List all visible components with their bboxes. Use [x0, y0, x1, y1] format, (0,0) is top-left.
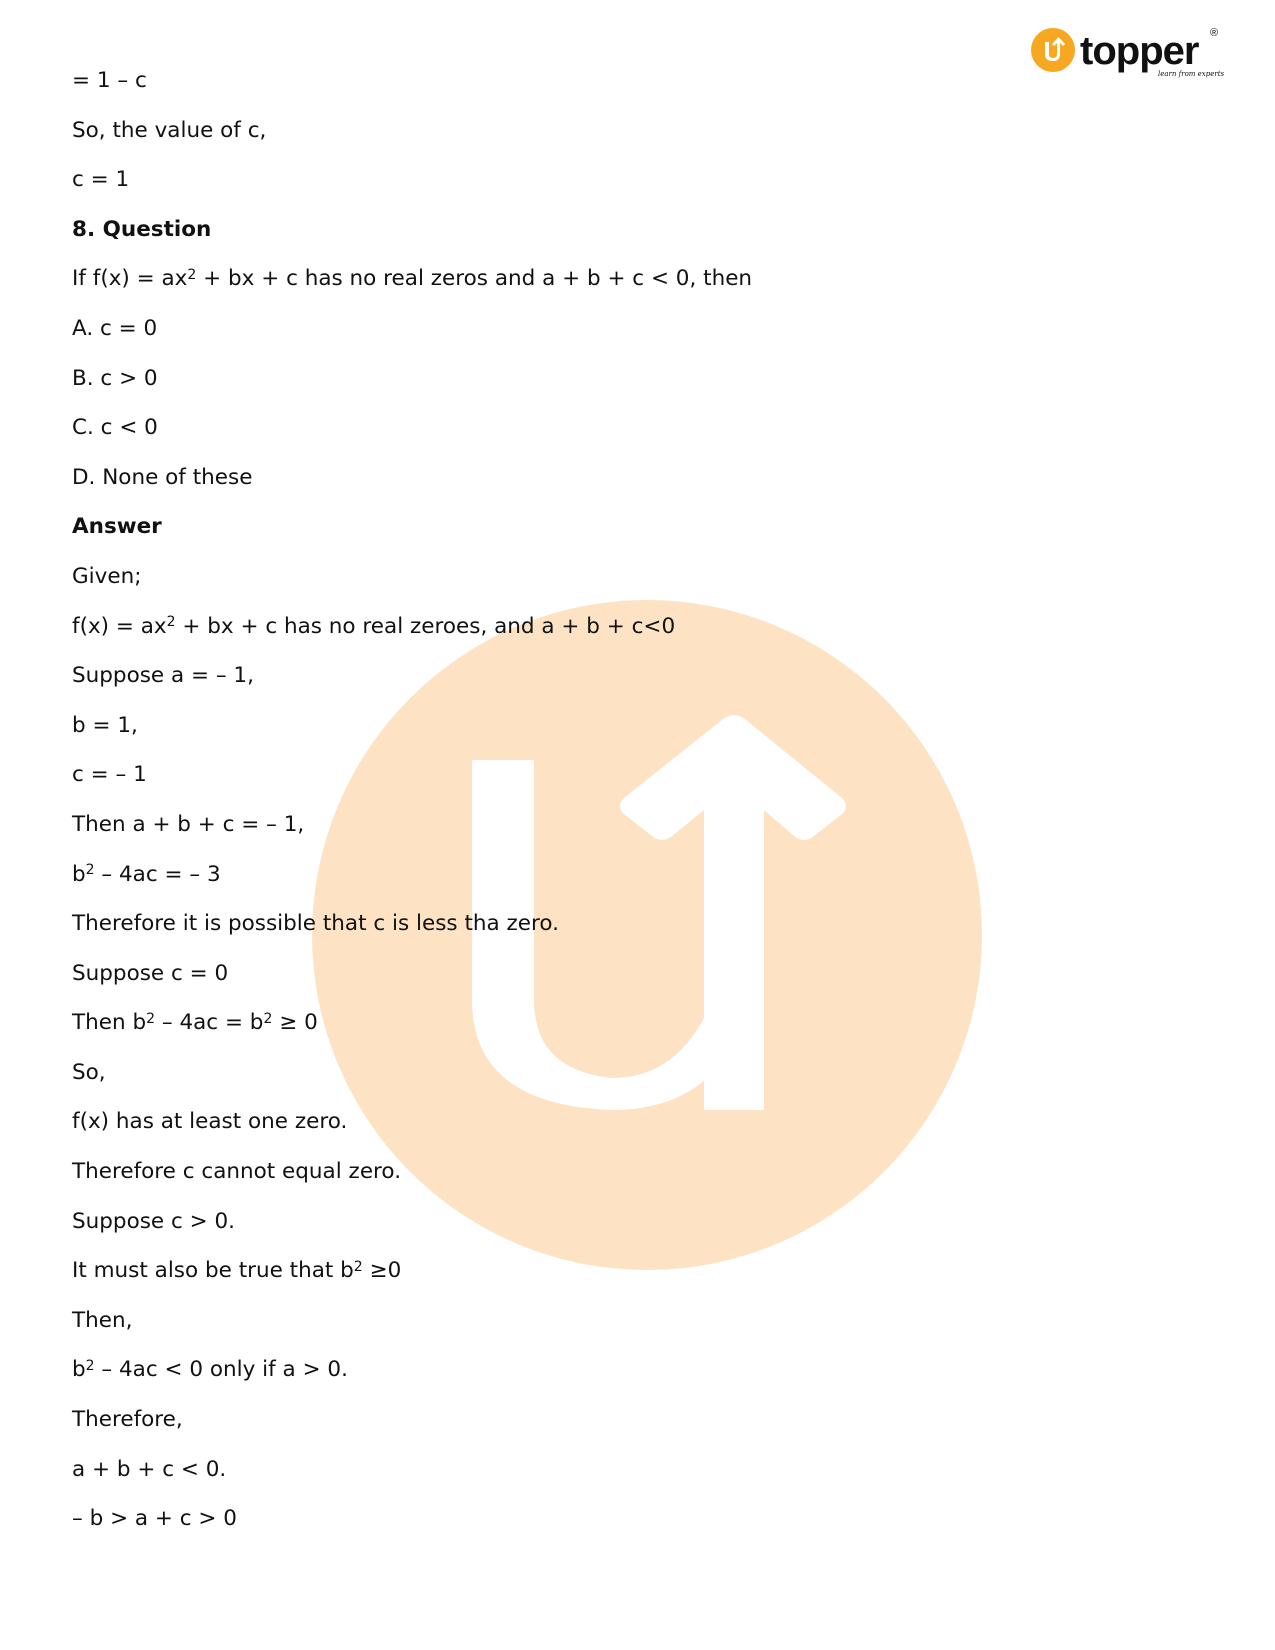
answer-heading: Answer [72, 514, 162, 540]
text-line: Therefore, [72, 1407, 183, 1433]
text-line: $b^2 - 4ac < 0$ only if a > 0. [72, 1357, 348, 1383]
text-line: $b^2 - 4ac$ = – 3 [72, 861, 221, 887]
question-heading: 8. Question [72, 216, 212, 242]
text-line: So, [72, 1059, 106, 1085]
option-d: D. None of these [72, 464, 253, 490]
text-line: Suppose c > 0. [72, 1208, 236, 1234]
text-line: $f(x) = ax^2$ + bx + c has no real zeroes, and a + b + c<0 [72, 613, 676, 639]
text-line: Given; [72, 563, 142, 589]
text-line: Then, [72, 1307, 133, 1333]
text-line: a + b + c < 0. [72, 1456, 227, 1482]
text-line: Therefore c cannot equal zero. [72, 1159, 402, 1185]
text-line: Suppose a = – 1, [72, 663, 254, 689]
text-line: Therefore it is possible that c is less tha zero. [72, 911, 559, 937]
logo-registered: ® [1210, 27, 1219, 39]
question-text: If $f(x) = ax^2$ + bx + c has no real zeros and a + b + c < 0, then [72, 266, 753, 292]
document-body [72, 56, 1202, 1544]
text-line: It must also be true that $b^2 \ge 0$ [72, 1258, 402, 1284]
text-line: = 1 – c [72, 68, 147, 93]
text-line: f(x) has at least one zero. [72, 1109, 348, 1135]
text-line: c = 1 [72, 167, 130, 193]
option-a: A. c = 0 [72, 315, 158, 341]
text-line: c = – 1 [72, 762, 147, 788]
text-line: So, the value of c, [72, 117, 267, 143]
logo-tagline: learn from experts [1158, 70, 1225, 78]
logo-u-arrow-up-icon [1031, 28, 1075, 72]
text-line: Then a + b + c = – 1, [72, 811, 305, 837]
option-c: C. c < 0 [72, 415, 158, 441]
text-line: – b > a + c > 0 [72, 1506, 237, 1532]
option-b: B. c > 0 [72, 365, 158, 391]
logo-text: topper [1080, 29, 1199, 73]
topper-logo [1030, 24, 1230, 94]
text-line: Suppose c = 0 [72, 960, 229, 986]
text-line: b = 1, [72, 712, 138, 738]
text-line: Then $b^2 - 4ac = b^2 \ge 0$ [72, 1010, 318, 1036]
